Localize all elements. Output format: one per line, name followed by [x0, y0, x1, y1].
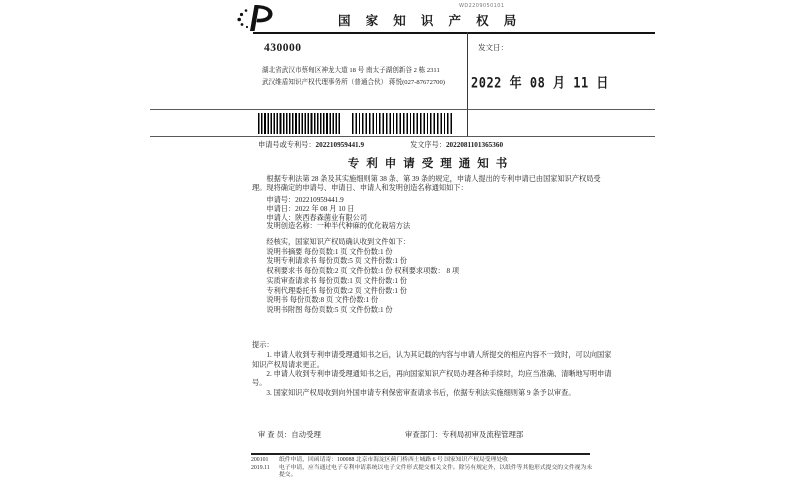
- footer-row: [251, 457, 597, 465]
- checklist-intro: 经核实，国家知识产权局确认收到文件如下：: [266, 238, 411, 246]
- footer-row: [251, 465, 597, 480]
- field-application-number: 申请号：202210959441.9: [266, 196, 344, 205]
- dispatch-box-divider: [467, 32, 468, 136]
- checklist-item: 说明书 每份页数:8 页 文件份数:1 份: [266, 296, 379, 305]
- footer-row-text: 电子申请，应当通过电子专利申请系统以电子文件形式提交相关文件。除另有规定外，以纸件等其他形式提交的文件视为未提交。: [279, 464, 593, 479]
- separator-rule-upper: [150, 109, 655, 110]
- application-number-value: 202210959441.9: [315, 141, 365, 149]
- field-invention-title: 发明创造名称：一种半代种麻的优化栽培方法: [266, 222, 411, 231]
- note-item: 2. 申请人收到专利申请受理通知书之后，再向国家知识产权局办理各种手续时，均应当准确、清晰地写明申请号。: [252, 370, 612, 388]
- checklist-item: 权利要求书 每份页数:2 页 文件份数:1 份 权利要求项数： 8 项: [266, 267, 460, 276]
- serial-number-label: 发文序号：: [410, 141, 446, 149]
- examiner-label: 审 查 员：: [258, 430, 292, 439]
- notice-title: 专利申请受理通知书: [347, 158, 515, 170]
- serial-number-barcode: [352, 113, 452, 134]
- document-barcode-code: WD2209050101: [459, 3, 505, 9]
- header-rule: [253, 32, 655, 34]
- checklist-item: 实质审查请求书 每份页数:1 页 文件份数:1 份: [266, 276, 407, 285]
- recipient-agent-line: 武汉维盾知识产权代理事务所（普通合伙） 蒋悦(027-87672700): [262, 79, 445, 86]
- notice-body: [252, 175, 614, 231]
- examiner-value: 自动受理: [291, 430, 321, 439]
- application-number-barcode: [258, 113, 341, 134]
- serial-number-line: [410, 140, 503, 150]
- notes-title: 提示：: [252, 341, 274, 349]
- footer-notes: [251, 457, 597, 480]
- dispatch-date-label: 发文日：: [478, 43, 508, 52]
- received-documents-list: [252, 238, 614, 316]
- checklist-item: 发明专利请求书 每份页数:5 页 文件份数:1 份: [266, 257, 407, 266]
- cnipa-logo-icon: [226, 4, 282, 32]
- footer-rule: [251, 453, 590, 455]
- application-number-label: 申请号或专利号：: [258, 141, 316, 149]
- footer-form-code: 200101: [251, 457, 269, 463]
- serial-number-value: 2022081101365360: [445, 141, 504, 149]
- application-number-line: [258, 140, 364, 150]
- footer-form-code: 2019.11: [251, 464, 270, 471]
- note-item: 3. 国家知识产权局收到向外国申请专利保密审查请求书后，依据专利法实施细则第 9 条予以审查。: [266, 388, 576, 397]
- field-applicant: 申请人：陕西春森菌业有限公司: [266, 213, 368, 222]
- recipient-address: 湖北省武汉市蔡甸区神龙大道 18 号 南太子湖创新谷 2 栋 2311: [262, 67, 440, 74]
- field-filing-date: 申请日：2022 年 08 月 10 日: [266, 204, 355, 213]
- body-fields: [252, 196, 614, 231]
- checklist-item: 说明书摘要 每份页数:1 页 文件份数:1 份: [266, 247, 393, 256]
- examiner-line: [258, 429, 321, 440]
- department-label: 审查部门：: [405, 430, 442, 439]
- separator-rule-lower: [150, 136, 655, 137]
- footer-row-text: 纸件申请，回函请寄：100088 北京市海淀区蓟门桥西土城路 6 号 国家知识产权局受理处收: [279, 457, 508, 463]
- department-value: 专利局初审及流程管理部: [441, 430, 524, 439]
- checklist-item: 专利代理委托书 每份页数:2 页 文件份数:1 份: [266, 286, 407, 295]
- body-paragraph: 根据专利法第 28 条及其实施细则第 38 条、第 39 条的规定，申请人提出的专利申请已由国家知识产权局受理。现将确定的申请号、申请日、申请人和发明创造名称通知如下：: [252, 175, 601, 193]
- agency-title: 国 家 知 识 产 权 局: [338, 14, 523, 28]
- signoff-line: [252, 429, 614, 441]
- dispatch-date-value: 2022 年 08 月 11 日: [471, 74, 609, 91]
- department-line: [405, 429, 523, 440]
- note-item: 1. 申请人收到专利申请受理通知书之后，认为其记载的内容与申请人所提交的相应内容不一致时，可以向国家知识产权局请求更正。: [252, 351, 612, 369]
- notes-section: [252, 341, 616, 398]
- recipient-postcode: 430000: [264, 42, 302, 54]
- checklist-item: 说明书附图 每份页数:5 页 文件份数:1 份: [266, 306, 393, 315]
